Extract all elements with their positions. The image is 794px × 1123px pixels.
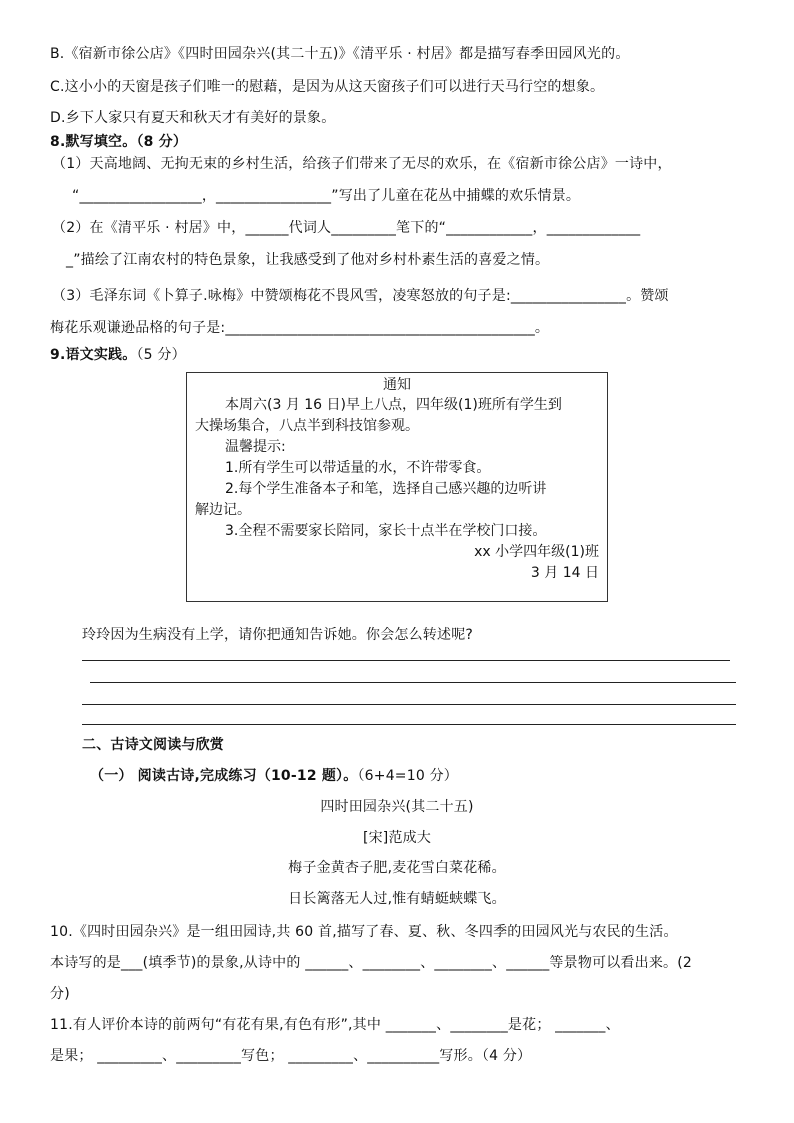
q8-p1-line1: （1）天高地阔、无拘无束的乡村生活，给孩子们带来了无尽的欢乐，在《宿新市徐公店》一诗中， [52,156,672,172]
q10-line-3: 分) [50,986,70,1002]
notice-line-1: 本周六(3 月 16 日)早上八点，四年级(1)班所有学生到 [225,397,562,413]
q8-p2-line1: （2）在《清平乐 · 村居》中，______代词人_________笔下的“____________，_____________ [52,220,641,236]
q9-score: （5 分） [136,347,186,363]
q8-title: 8.默写填空。（8 分） [50,134,188,150]
answer-line-3[interactable] [82,704,736,705]
option-d: D.乡下人家只有夏天和秋天才有美好的景象。 [50,110,336,126]
q9-title: 9.语文实践。 [50,347,137,363]
section2-title: 二、古诗文阅读与欣赏 [82,737,224,753]
q11-line-2: 是果； _________、_________写色； _________、__________写形。（4 分） [50,1048,532,1064]
notice-tips-label: 温馨提示: [225,439,286,455]
notice-signature: xx 小学四年级(1)班 [474,544,599,560]
poem-line-1: 梅子金黄杏子肥,麦花雪白菜花稀。 [288,860,506,876]
q9-heading [50,345,186,365]
answer-line-4[interactable] [82,724,736,725]
poem-line-2: 日长篱落无人过,惟有蜻蜓蛱蝶飞。 [288,891,506,907]
section2-sub [90,766,458,786]
q8-p3-line1: （3）毛泽东词《卜算子.咏梅》中赞颂梅花不畏风雪，凌寒怒放的句子是:________________。赞颂 [52,288,669,304]
notice-tip-2: 2.每个学生准备本子和笔，选择自己感兴趣的边听讲 [225,481,547,497]
q8-p1-line2: “_________________，________________”写出了儿童在花丛中捕蝶的欢乐情景。 [72,188,581,204]
section2-sub-score: （6+4=10 分） [357,768,458,784]
notice-tip-3: 3.全程不需要家长陪同，家长十点半在学校门口接。 [225,523,547,539]
notice-date: 3 月 14 日 [530,565,599,581]
q10-line-2: 本诗写的是___(填季节)的景象,从诗中的 ______、________、________、______等景物可以看出来。(2 [50,955,692,971]
poem-author: [宋]范成大 [362,830,432,846]
notice-tip-2-cont: 解边记。 [195,502,251,518]
section2-sub-text: （一） 阅读古诗,完成练习（10-12 题）。 [90,768,358,784]
poem-title: 四时田园杂兴(其二十五) [320,799,474,815]
option-b: B.《宿新市徐公店》《四时田园杂兴(其二十五)》《清平乐 · 村居》都是描写春季田园风光的。 [50,46,630,62]
q9-question: 玲玲因为生病没有上学，请你把通知告诉她。你会怎么转述呢? [82,627,474,643]
notice-heading: 通知 [383,377,411,393]
notice-tip-1: 1.所有学生可以带适量的水，不许带零食。 [225,460,491,476]
answer-line-2[interactable] [90,682,736,683]
notice-line-2: 大操场集合，八点半到科技馆参观。 [195,418,419,434]
q8-p2-line2: _”描绘了江南农村的特色景象，让我感受到了他对乡村朴素生活的喜爱之情。 [66,252,550,268]
q10-line-1: 10.《四时田园杂兴》是一组田园诗,共 60 首,描写了春、夏、秋、冬四季的田园风光与农民的生活。 [50,924,678,940]
notice-box [186,372,608,602]
q11-line-1: 11.有人评价本诗的前两句“有花有果,有色有形”,其中 _______、________是花； _______、 [50,1017,620,1033]
q8-p3-line2: 梅花乐观谦逊品格的句子是:___________________________________________。 [50,320,550,336]
answer-line-1[interactable] [82,660,730,661]
option-c: C.这小小的天窗是孩子们唯一的慰藉，是因为从这天窗孩子们可以进行天马行空的想象。 [50,79,605,95]
